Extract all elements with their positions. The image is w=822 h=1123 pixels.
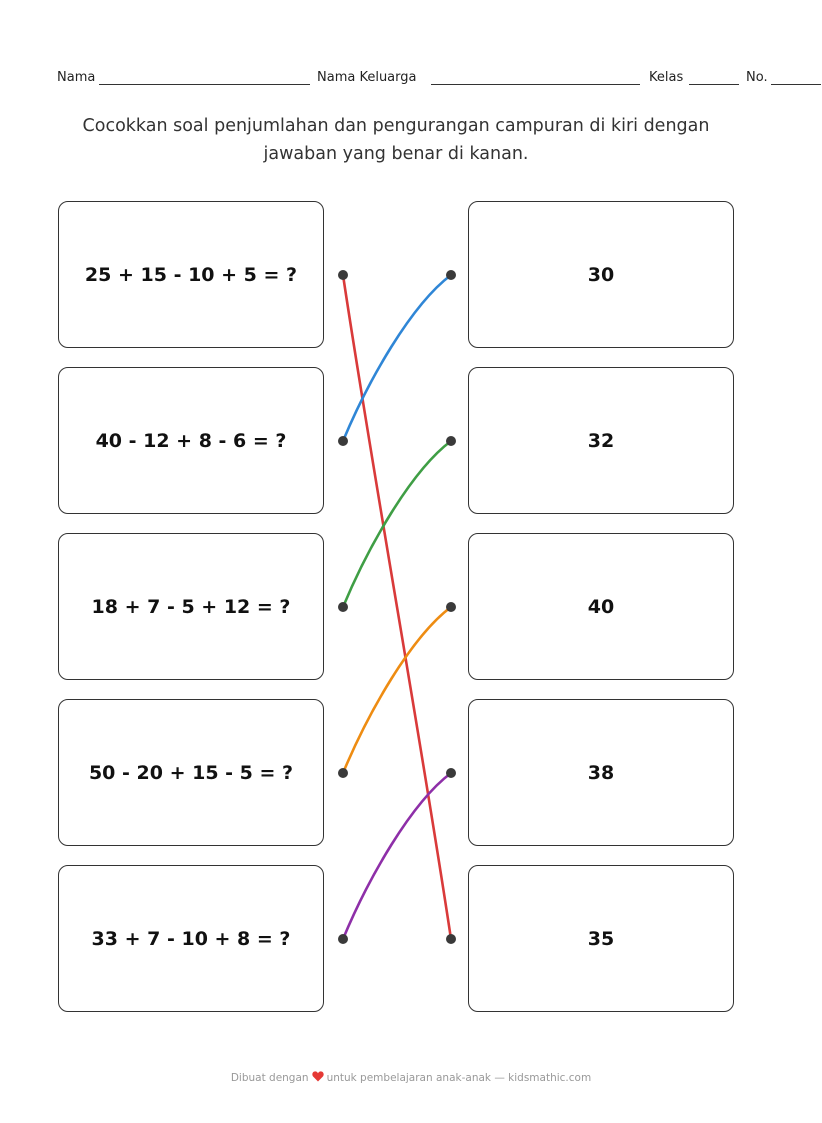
footer-text-before: Dibuat dengan xyxy=(230,1072,309,1084)
problem-card-4: 50 - 20 + 15 - 5 = ? xyxy=(58,699,324,846)
problem-card-2: 40 - 12 + 8 - 6 = ? xyxy=(58,367,324,514)
student-info-header xyxy=(57,70,822,88)
heart-icon xyxy=(312,1071,324,1085)
answer-card-4: 38 xyxy=(468,699,734,846)
family-name-label: Nama Keluarga xyxy=(317,70,417,85)
right-connector-dot-2[interactable] xyxy=(446,436,456,446)
right-connector-dot-1[interactable] xyxy=(446,270,456,280)
right-connector-dot-5[interactable] xyxy=(446,934,456,944)
answer-card-1: 30 xyxy=(468,201,734,348)
problem-card-3: 18 + 7 - 5 + 12 = ? xyxy=(58,533,324,680)
footer-text-after: untuk pembelajaran anak-anak — kidsmathic.com xyxy=(326,1072,592,1084)
name-label: Nama xyxy=(57,70,96,85)
answer-card-3: 40 xyxy=(468,533,734,680)
left-connector-dot-5[interactable] xyxy=(338,934,348,944)
class-label: Kelas xyxy=(649,70,684,85)
match-line-3 xyxy=(343,441,451,607)
answer-card-2: 32 xyxy=(468,367,734,514)
number-blank-line[interactable] xyxy=(771,84,821,85)
match-line-5 xyxy=(343,773,451,939)
left-connector-dot-3[interactable] xyxy=(338,602,348,612)
family-name-blank-line[interactable] xyxy=(431,84,640,85)
match-line-4 xyxy=(343,607,451,773)
problem-card-5: 33 + 7 - 10 + 8 = ? xyxy=(58,865,324,1012)
name-blank-line[interactable] xyxy=(99,84,310,85)
right-connector-dot-3[interactable] xyxy=(446,602,456,612)
match-line-2 xyxy=(343,275,451,441)
instructions xyxy=(40,112,752,168)
instructions-line-1: Cocokkan soal penjumlahan dan pengurangan campuran di kiri dengan xyxy=(82,116,710,136)
match-line-1 xyxy=(343,275,451,939)
right-connector-dot-4[interactable] xyxy=(446,768,456,778)
number-label: No. xyxy=(746,70,768,85)
answer-card-5: 35 xyxy=(468,865,734,1012)
left-connector-dot-1[interactable] xyxy=(338,270,348,280)
problem-card-1: 25 + 15 - 10 + 5 = ? xyxy=(58,201,324,348)
footer xyxy=(0,1071,822,1085)
left-connector-dot-4[interactable] xyxy=(338,768,348,778)
left-connector-dot-2[interactable] xyxy=(338,436,348,446)
instructions-line-2: jawaban yang benar di kanan. xyxy=(263,144,529,164)
class-blank-line[interactable] xyxy=(689,84,739,85)
